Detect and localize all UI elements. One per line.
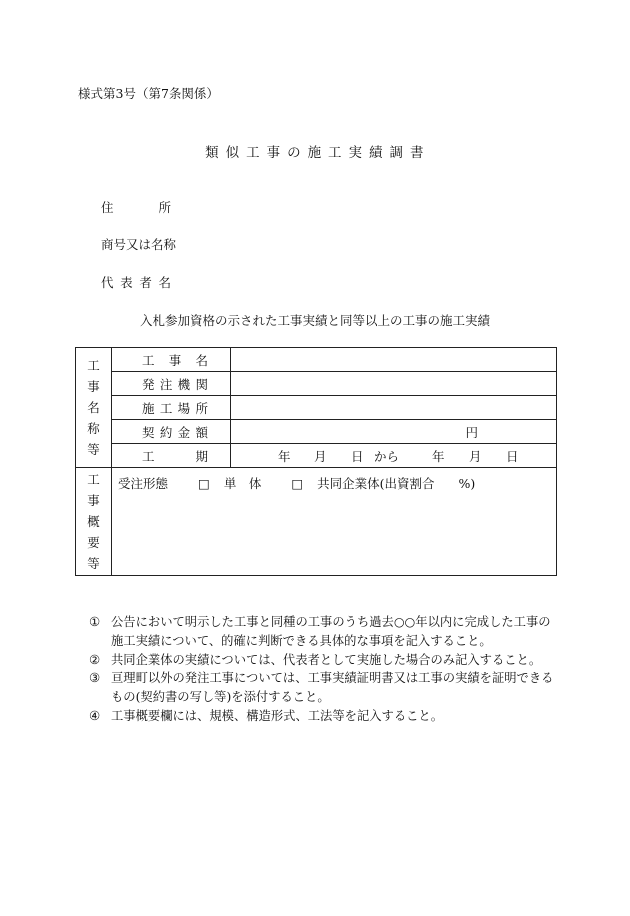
construction-name-section-label: 工 事 名 称 等: [76, 348, 112, 468]
address-field: [101, 198, 171, 216]
single-checkbox[interactable]: □: [198, 476, 210, 491]
period-day-end: 日: [506, 449, 519, 464]
table-row: [76, 348, 557, 372]
jv-label: 共同企業体(出資割合: [317, 476, 435, 491]
note-number: ④: [89, 708, 101, 723]
note-item: [89, 707, 559, 726]
note-text: 亘理町以外の発注工事については、工事実績証明書又は工事の実績を証明できるもの(契約書の写し等)を添付すること。: [111, 671, 554, 705]
period-day-start: 日: [351, 449, 364, 464]
note-text: 工事概要欄には、規模、構造形式、工法等を記入すること。: [111, 708, 444, 723]
company-name-field: [101, 235, 176, 253]
row-label-construction-site: 施工場所: [112, 396, 231, 420]
contract-amount-value[interactable]: [231, 420, 557, 444]
note-number: ①: [89, 615, 101, 629]
construction-period-value[interactable]: [231, 444, 557, 468]
period-year-end: 年: [432, 449, 445, 464]
note-number: ②: [89, 652, 101, 667]
note-item: [89, 651, 559, 670]
address-label: 住所: [101, 200, 171, 215]
company-name-label: 商号又は名称: [101, 237, 177, 252]
row-label-contract-amount: 契約金額: [112, 420, 231, 444]
period-from: から: [374, 449, 400, 464]
jv-checkbox[interactable]: □: [291, 476, 304, 491]
order-form-label: 受注形態: [118, 476, 169, 491]
note-text: 公告において明示した工事と同種の工事のうち過去○○年以内に完成した工事の施工実績について、的確に判断できる具体的な事項を記入すること。: [111, 615, 551, 648]
table-row: [76, 468, 557, 576]
table-row: [76, 396, 557, 420]
jv-percent-suffix: %): [458, 476, 476, 491]
construction-name-value[interactable]: [231, 348, 557, 372]
representative-field: [101, 273, 171, 291]
ordering-agency-value[interactable]: [231, 372, 557, 396]
note-text: 共同企業体の実績については、代表者として実施した場合のみ記入すること。: [111, 652, 542, 667]
construction-overview-section-label: 工 事 概 要 等: [76, 468, 112, 576]
period-month-end: 月: [469, 449, 482, 464]
representative-label: 代表者名: [101, 275, 171, 290]
note-number: ③: [89, 671, 101, 686]
construction-overview-cell[interactable]: [112, 468, 557, 576]
row-label-construction-period: 工期: [112, 444, 231, 468]
table-row: [76, 372, 557, 396]
notes-list: [89, 613, 559, 726]
yen-unit: 円: [465, 425, 478, 440]
note-item: [89, 669, 559, 707]
row-label-ordering-agency: 発注機関: [112, 372, 231, 396]
document-title: 類 似 工 事 の 施 工 実 績 調 書: [205, 145, 425, 161]
note-item: [89, 613, 559, 651]
table-row: [76, 444, 557, 468]
table-subtitle: 入札参加資格の示された工事実績と同等以上の工事の施工実績: [139, 313, 490, 328]
table-row: [76, 420, 557, 444]
row-label-construction-name: 工事名: [112, 348, 231, 372]
form-number: 様式第3号（第7条関係）: [78, 86, 219, 101]
period-month-start: 月: [314, 449, 327, 464]
period-year-start: 年: [278, 449, 291, 464]
single-label: 単 体: [223, 476, 262, 491]
construction-record-table: [75, 347, 557, 576]
construction-site-value[interactable]: [231, 396, 557, 420]
